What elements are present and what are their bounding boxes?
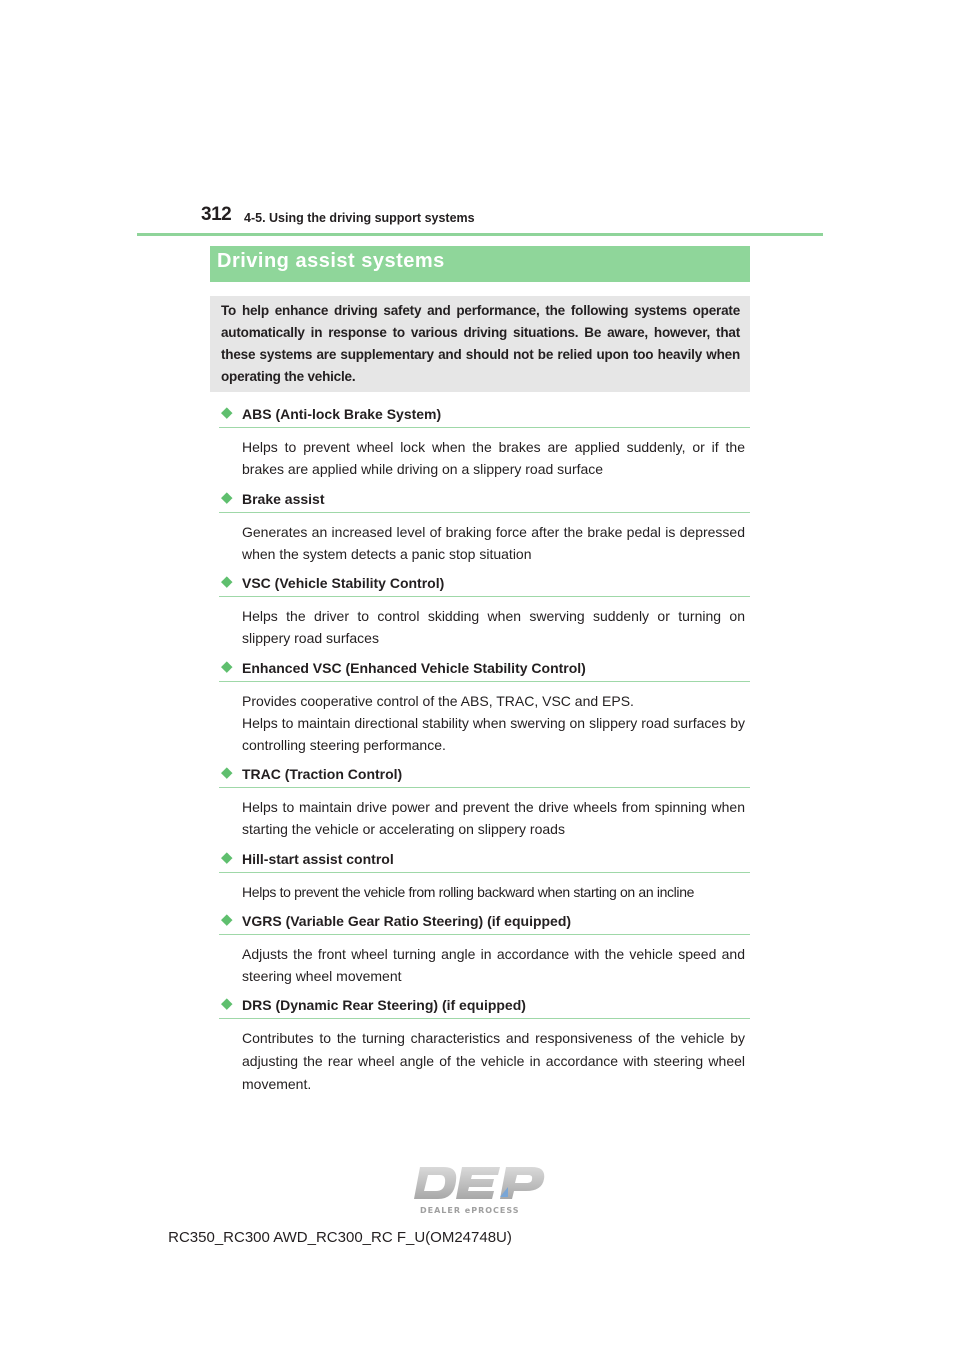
diamond-bullet-icon: ◆: [221, 658, 233, 675]
item-title: VSC (Vehicle Stability Control): [242, 575, 445, 591]
item-paragraph: Helps to prevent wheel lock when the brakes are applied suddenly, or if the brakes are applied while driving on a slippery road surface: [242, 439, 745, 477]
section-header: 4-5. Using the driving support systems: [244, 211, 475, 225]
item-heading: [219, 910, 750, 935]
diamond-bullet-icon: ◆: [221, 489, 233, 506]
item-paragraph: Contributes to the turning characteristics and responsiveness of the vehicle by adjusting the rear wheel angle of the vehicle in accordance with steering wheel movement.: [242, 1030, 745, 1092]
dealer-eprocess-logo: [414, 1163, 546, 1219]
item-title: VGRS (Variable Gear Ratio Steering) (if equipped): [242, 913, 572, 929]
intro-box: [210, 296, 750, 392]
item-paragraph: Provides cooperative control of the ABS, TRAC, VSC and EPS.: [242, 693, 634, 709]
item-trac: [219, 763, 750, 840]
diamond-bullet-icon: ◆: [221, 995, 233, 1012]
item-title: ABS (Anti-lock Brake System): [242, 406, 442, 422]
item-title: Enhanced VSC (Enhanced Vehicle Stability Control): [242, 660, 586, 676]
item-heading: [219, 657, 750, 682]
item-heading: [219, 848, 750, 873]
model-code: RC350_RC300 AWD_RC300_RC F_U(OM24748U): [168, 1229, 512, 1246]
diamond-bullet-icon: ◆: [221, 849, 233, 866]
item-enhanced-vsc: [219, 657, 750, 756]
diamond-bullet-icon: ◆: [221, 404, 233, 421]
item-brake-assist: [219, 488, 750, 565]
item-abs: [219, 403, 750, 480]
item-title: Brake assist: [242, 491, 325, 507]
item-description: [242, 521, 745, 565]
item-description: [242, 436, 745, 480]
item-paragraph: Adjusts the front wheel turning angle in accordance with the vehicle speed and steering wheel movement: [242, 946, 745, 984]
item-description: [242, 943, 745, 987]
page-number: 312: [201, 204, 232, 225]
item-description: [242, 605, 745, 649]
diamond-bullet-icon: ◆: [221, 764, 233, 781]
item-hill-start: [219, 848, 750, 903]
item-vsc: [219, 572, 750, 649]
item-heading: [219, 994, 750, 1019]
item-heading: [219, 763, 750, 788]
diamond-bullet-icon: ◆: [221, 573, 233, 590]
item-description: [242, 796, 745, 840]
item-description: [242, 881, 745, 903]
item-title: DRS (Dynamic Rear Steering) (if equipped): [242, 997, 526, 1013]
header-rule: [137, 233, 823, 236]
item-heading: [219, 572, 750, 597]
item-heading: [219, 488, 750, 513]
item-paragraph: Helps to prevent the vehicle from rolling backward when starting on an incline: [242, 884, 695, 900]
item-description: [242, 1027, 745, 1096]
logo-caption: DEALER ePROCESS: [420, 1206, 520, 1215]
intro-text: To help enhance driving safety and performance, the following systems operate automatically in response to various driving situations. Be aware, however, that these systems are supplementary and should not be relied upon too heavily when operating the vehicle.: [221, 303, 740, 384]
item-title: TRAC (Traction Control): [242, 766, 403, 782]
item-vgrs: [219, 910, 750, 987]
page-title: Driving assist systems: [217, 250, 445, 272]
item-paragraph: Helps to maintain drive power and prevent the drive wheels from spinning when starting the vehicle or accelerating on slippery roads: [242, 799, 745, 837]
item-paragraph: Helps to maintain directional stability when swerving on slippery road surfaces by controlling steering performance.: [242, 715, 745, 753]
item-description: [242, 690, 745, 756]
item-heading: [219, 403, 750, 428]
item-title: Hill-start assist control: [242, 851, 394, 867]
item-paragraph: Helps the driver to control skidding when swerving suddenly or turning on slippery road surfaces: [242, 608, 745, 646]
item-drs: [219, 994, 750, 1096]
title-bar: [210, 246, 750, 282]
item-paragraph: Generates an increased level of braking force after the brake pedal is depressed when the system detects a panic stop situation: [242, 524, 745, 562]
diamond-bullet-icon: ◆: [221, 911, 233, 928]
